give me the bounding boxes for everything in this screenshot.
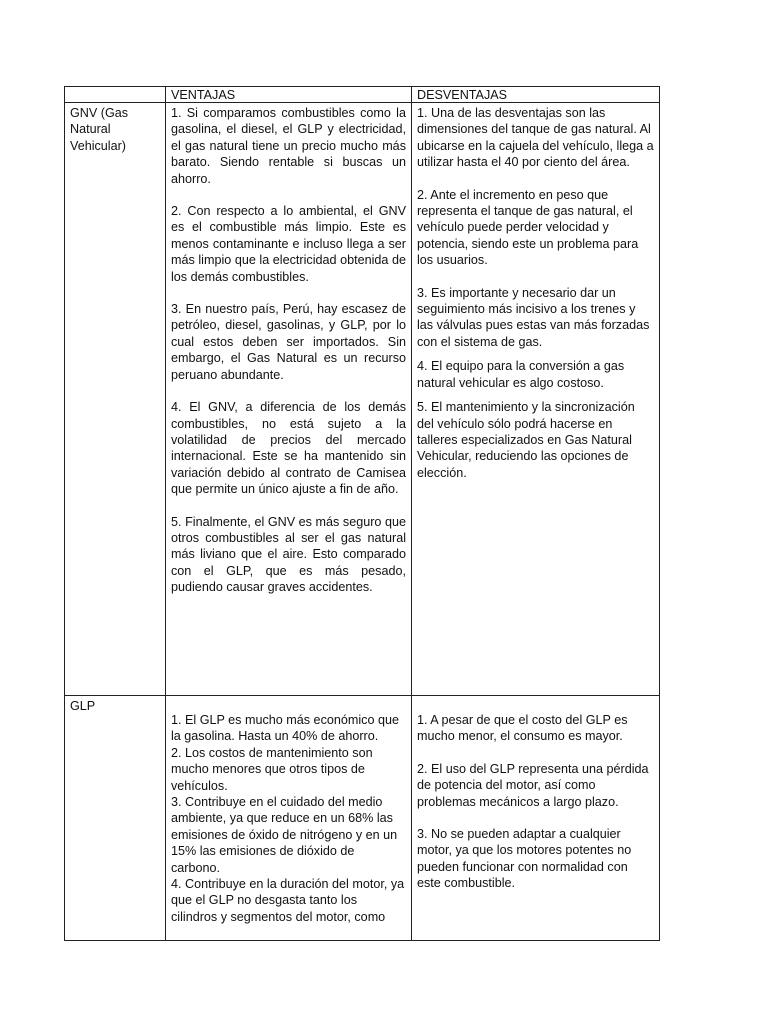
gnv-desventaja-1: 1. Una de las desventajas son las dimensiones del tanque de gas natural. Al ubicarse en la cajuela del vehículo, llega a utilizar hasta el 40 por ciento del área. (417, 106, 654, 170)
glp-ventajas-cell (166, 696, 412, 941)
gnv-label: GNV (Gas Natural Vehicular) (65, 103, 166, 696)
gnv-ventaja-1: 1. Si comparamos combustibles como la gasolina, el diesel, el GLP y electricidad, el gas natural tiene un precio mucho más barato. Siendo rentable si buscas un ahorro. (171, 106, 406, 186)
glp-desventajas-cell (412, 696, 660, 941)
header-row (65, 87, 660, 103)
header-empty-cell (65, 87, 166, 103)
gnv-ventaja-3: 3. En nuestro país, Perú, hay escasez de petróleo, diesel, gasolinas, y GLP, por lo cual estos deben ser importados. Sin embargo, el Gas Natural es un recurso peruano abundante. (171, 302, 406, 382)
header-desventajas: DESVENTAJAS (412, 87, 660, 103)
glp-ventaja-2: 2. Los costos de mantenimiento son mucho menores que otros tipos de vehículos. (171, 745, 373, 793)
gnv-desventaja-4: 4. El equipo para la conversión a gas natural vehicular es algo costoso. (417, 359, 625, 390)
glp-desventaja-2: 2. El uso del GLP representa una pérdida de potencia del motor, así como problemas mecánicos a largo plazo. (417, 761, 649, 809)
header-ventajas: VENTAJAS (166, 87, 412, 103)
gnv-desventaja-2: 2. Ante el incremento en peso que representa el tanque de gas natural, el vehículo puede perder velocidad y potencia, siendo este un problema para los usuarios. (417, 187, 639, 268)
glp-row (65, 696, 660, 941)
glp-desventaja-1: 1. A pesar de que el costo del GLP es mucho menor, el consumo es mayor. (417, 713, 628, 744)
glp-ventaja-4: 4. Contribuye en la duración del motor, ya que el GLP no desgasta tanto los cilindros y segmentos del motor, como (171, 877, 405, 924)
gnv-desventaja-5: 5. El mantenimiento y la sincronización del vehículo sólo podrá hacerse en talleres especializados en Gas Natural Vehicular, reduciendo las opciones de elección. (417, 400, 635, 480)
gnv-row (65, 103, 660, 696)
gnv-ventajas-cell (166, 103, 412, 696)
comparison-table (64, 86, 660, 941)
gnv-ventaja-2: 2. Con respecto a lo ambiental, el GNV es el combustible más limpio. Este es menos contaminante e incluso llega a ser más limpio que la electricidad obtenida de los demás combustibles. (171, 204, 406, 284)
glp-ventaja-3: 3. Contribuye en el cuidado del medio ambiente, ya que reduce en un 68% las emisiones de óxido de nitrógeno y en un 15% las emisiones de dióxido de carbono. (171, 795, 398, 875)
gnv-ventaja-5: 5. Finalmente, el GNV es más seguro que otros combustibles al ser el gas natural más liviano que el aire. Esto comparado con el GLP, que es más pesado, pudiendo causar graves accidentes. (171, 514, 406, 595)
gnv-desventajas-cell (412, 103, 660, 696)
gnv-ventaja-4: 4. El GNV, a diferencia de los demás combustibles, no está sujeto a la volatilidad de precios del mercado internacional. Este se ha mantenido sin variación debido al contrato de Camisea que permite un único ajuste a fin de año. (171, 400, 406, 497)
glp-desventaja-3: 3. No se pueden adaptar a cualquier motor, ya que los motores potentes no pueden funcionar con normalidad con este combustible. (417, 827, 632, 891)
glp-label: GLP (65, 696, 166, 941)
gnv-desventaja-3: 3. Es importante y necesario dar un seguimiento más incisivo a los trenes y las válvulas pues estas van más forzadas con el sistema de gas. (417, 285, 650, 349)
glp-ventaja-1: 1. El GLP es mucho más económico que la gasolina. Hasta un 40% de ahorro. (171, 713, 399, 744)
